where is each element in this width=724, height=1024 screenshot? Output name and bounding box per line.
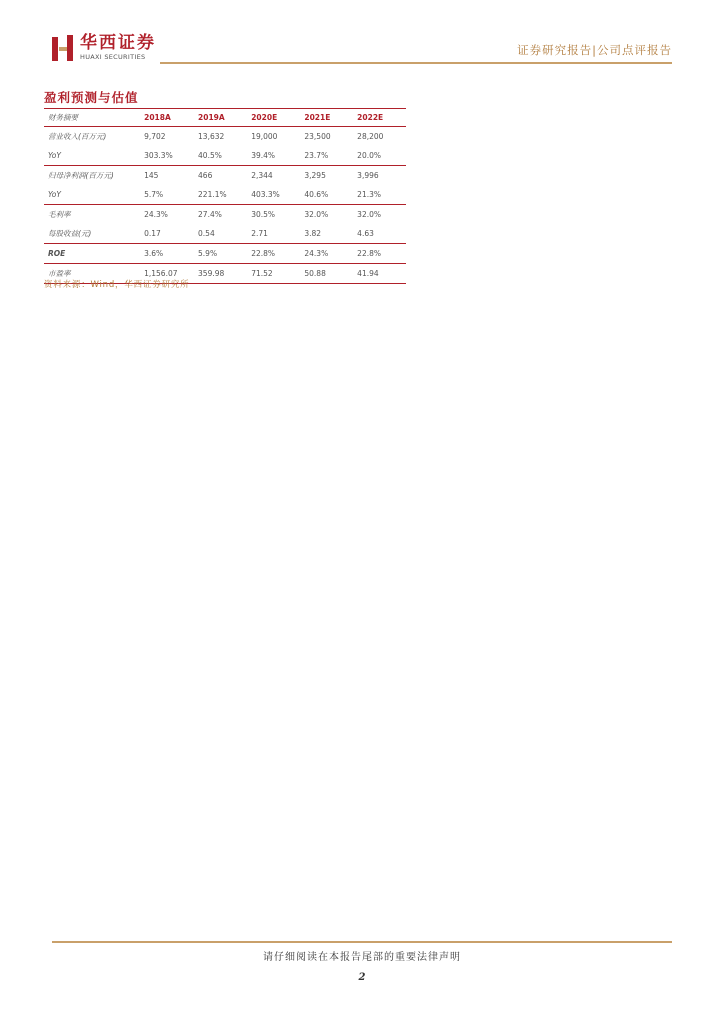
column-header: 财务摘要 <box>48 113 78 122</box>
column-header: 2019A <box>198 113 225 122</box>
table-cell: 403.3% <box>251 190 280 199</box>
column-header: 2020E <box>251 113 278 122</box>
table-cell: 32.0% <box>304 210 329 219</box>
row-label: 市盈率 <box>48 269 71 278</box>
table-cell: 23.7% <box>304 151 329 160</box>
row-label: YoY <box>48 151 61 160</box>
table-cell: 50.88 <box>304 269 326 278</box>
section-title: 盈利预测与估值 <box>44 90 139 105</box>
column-header: 2021E <box>304 113 331 122</box>
row-label: 每股收益(元) <box>48 229 92 238</box>
table-cell: 20.0% <box>357 151 381 160</box>
table-cell: 41.94 <box>357 269 379 278</box>
row-label: 营业收入(百万元) <box>48 132 107 141</box>
table-cell: 1,156.07 <box>144 269 178 278</box>
table-cell: 2.71 <box>251 229 268 238</box>
row-label: ROE <box>48 249 66 258</box>
table-cell: 359.98 <box>198 269 225 278</box>
financial-summary-table <box>44 108 406 284</box>
row-label: YoY <box>48 190 61 199</box>
table-cell: 39.4% <box>251 151 276 160</box>
table-row <box>44 166 406 186</box>
row-label: 毛利率 <box>48 210 71 219</box>
logo-name-en: HUAXI SECURITIES <box>80 53 146 61</box>
footer-divider <box>52 941 672 943</box>
table-cell: 24.3% <box>304 249 329 258</box>
table-header-row <box>44 109 406 127</box>
header-divider <box>160 62 672 64</box>
table-cell: 221.1% <box>198 190 227 199</box>
company-logo <box>52 34 156 62</box>
data-source-note: 资料来源：Wind，华西证券研究所 <box>44 280 190 290</box>
table-cell: 40.5% <box>198 151 222 160</box>
table-cell: 32.0% <box>357 210 381 219</box>
table-cell: 9,702 <box>144 132 166 141</box>
logo-mark-icon <box>52 35 74 61</box>
table-cell: 3.82 <box>304 229 322 238</box>
table-cell: 24.3% <box>144 210 168 219</box>
table-cell: 3,295 <box>304 171 326 180</box>
table-cell: 22.8% <box>357 249 381 258</box>
table-cell: 22.8% <box>251 249 276 258</box>
table-cell: 30.5% <box>251 210 276 219</box>
column-header: 2018A <box>144 113 171 122</box>
table-cell: 27.4% <box>198 210 222 219</box>
table-cell: 0.17 <box>144 229 161 238</box>
table-cell: 145 <box>144 171 159 180</box>
table-cell: 303.3% <box>144 151 173 160</box>
table-cell: 5.9% <box>198 249 218 258</box>
table-cell: 23,500 <box>304 132 331 141</box>
legal-disclaimer-note: 请仔细阅读在本报告尾部的重要法律声明 <box>263 952 461 963</box>
table-cell: 466 <box>198 171 213 180</box>
table-cell: 21.3% <box>357 190 381 199</box>
table-body <box>44 127 406 284</box>
table-cell: 4.63 <box>357 229 374 238</box>
table-row <box>44 185 406 205</box>
page-number: 2 <box>358 972 366 983</box>
table-row <box>44 127 406 147</box>
row-label: 归母净利润(百万元) <box>48 171 114 180</box>
table-row <box>44 146 406 166</box>
table-row <box>44 205 406 225</box>
table-cell: 19,000 <box>251 132 278 141</box>
table-cell: 71.52 <box>251 269 273 278</box>
table-cell: 40.6% <box>304 190 329 199</box>
table-cell: 0.54 <box>198 229 215 238</box>
table-cell: 13,632 <box>198 132 225 141</box>
table-cell: 2,344 <box>251 171 273 180</box>
table-cell: 3,996 <box>357 171 379 180</box>
table-cell: 3.6% <box>144 249 164 258</box>
report-type: 证券研究报告|公司点评报告 <box>517 43 672 57</box>
table-row <box>44 224 406 244</box>
table-row <box>44 244 406 264</box>
table-cell: 5.7% <box>144 190 164 199</box>
table-cell: 28,200 <box>357 132 384 141</box>
logo-name-cn: 华西证券 <box>80 33 156 53</box>
column-header: 2022E <box>357 113 384 122</box>
